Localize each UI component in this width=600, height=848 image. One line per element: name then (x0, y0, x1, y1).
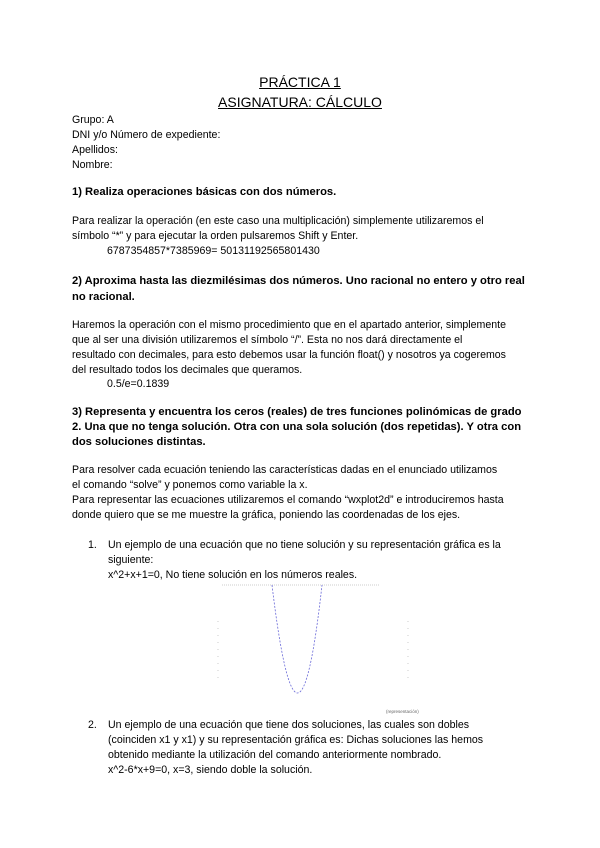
section-3-heading: 3) Representa y encuentra los ceros (reales) de tres funciones polinómicas de grado (72, 406, 522, 418)
list-item-text: x^2+x+1=0, No tiene solución en los números reales. (108, 569, 358, 581)
section-2-text: resultado con decimales, para esto debemos usar la función float() y nosotros ya cogeremos (72, 349, 506, 361)
section-2-text: Haremos la operación con el mismo procedimiento que en el apartado anterior, simplemente (72, 319, 506, 331)
section-1-heading: 1) Realiza operaciones básicas con dos números. (72, 186, 337, 198)
section-2-heading: no racional. (72, 291, 135, 303)
section-1-result: 6787354857*7385969= 50131192565801430 (107, 245, 320, 257)
section-3-text: donde quiero que se me muestre la gráfica, poniendo las coordenadas de los ejes. (72, 509, 461, 521)
page-subtitle: ASIGNATURA: CÁLCULO (218, 94, 382, 110)
list-item-text: x^2-6*x+9=0, x=3, siendo doble la solución. (108, 764, 313, 776)
surname-field: Apellidos: (72, 144, 118, 156)
section-2-text: del resultado todos los decimales que queramos. (72, 364, 303, 376)
parabola-curve (272, 585, 322, 693)
name-field: Nombre: (72, 159, 113, 171)
section-3-text: Para representar las ecuaciones utilizaremos el comando “wxplot2d” e introduciremos hasta (72, 494, 504, 506)
section-2-text: que al ser una división utilizaremos el símbolo “/”. Esta no nos dará directamente el (72, 334, 463, 346)
list-item-text: Un ejemplo de una ecuación que tiene dos soluciones, las cuales son dobles (108, 719, 470, 731)
section-1-text: Para realizar la operación (en este caso una multiplicación) simplemente utilizaremos el (72, 215, 484, 227)
section-2-heading: 2) Aproxima hasta las diezmilésimas dos números. Uno racional no entero y otro real (72, 275, 525, 287)
list-item-text: siguiente: (108, 554, 154, 566)
plot-caption: (representación) (386, 709, 419, 714)
section-3-heading: 2. Una que no tenga solución. Otra con una sola solución (dos repetidas). Y otra con (72, 421, 522, 433)
list-item-text: (coinciden x1 y x1) y su representación gráfica es: Dichas soluciones las hemos (108, 734, 484, 746)
list-item-text: obtenido mediante la utilización del comando anteriormente nombrado. (108, 749, 442, 761)
parabola-plot (210, 581, 430, 721)
list-item-text: Un ejemplo de una ecuación que no tiene solución y su representación gráfica es la (108, 539, 501, 551)
section-1-text: símbolo “*” y para ejecutar la orden pulsaremos Shift y Enter. (72, 230, 359, 242)
list-item-number: 2. (88, 719, 97, 731)
section-3-text: el comando “solve” y ponemos como variable la x. (72, 479, 308, 491)
section-2-result: 0.5/e=0.1839 (107, 378, 170, 390)
section-3-heading: dos soluciones distintas. (72, 436, 206, 448)
page-title: PRÁCTICA 1 (259, 74, 341, 90)
dni-field: DNI y/o Número de expediente: (72, 129, 221, 141)
group-field: Grupo: A (72, 114, 114, 126)
section-3-text: Para resolver cada ecuación teniendo las características dadas en el enunciado utilizamos (72, 464, 498, 476)
list-item-number: 1. (88, 539, 97, 551)
